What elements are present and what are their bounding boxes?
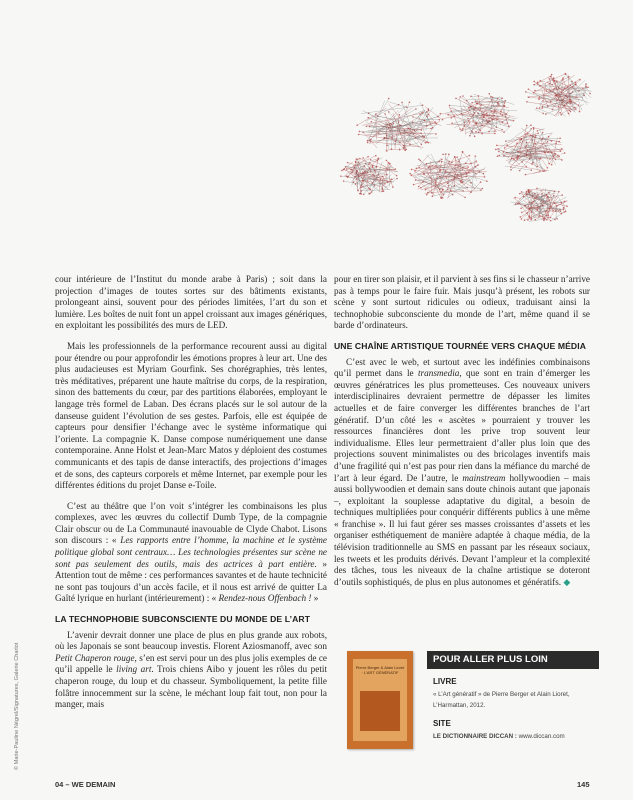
- site-link[interactable]: www.diccan.com: [518, 733, 565, 740]
- box-body: [433, 677, 599, 750]
- section-heading: UNE CHAÎNE ARTISTIQUE TOURNÉE VERS CHAQUE MÉDIA: [334, 340, 587, 351]
- further-reading-box: [347, 651, 597, 756]
- page-number: 145: [577, 780, 590, 789]
- paragraph: Mais les professionnels de la performance recourent aussi au digital pour étendre ou pour approfondir les émotions propres à leur art. Une des plus audacieuses est Myriam Gourfink. Ses chorégraphies, très lentes, très méditatives, préparent une haute maîtrise du corps, de la respiration, sinon des battements du cœur, par des partitions élaborées, employant le langage très formel de Laban. Des écrans placés sur le sol autour de la danseuse guident l’évolution de ses gestes. Parfois, elle est équipée de capteurs pour densifier l’échange avec le système informatique qui l’oriente. La compagnie K. Danse compose numériquement une danse contemporaine. Anne Holst et Jean-Marc Matos y déploient des costumes communicants et des tapis de danse interactifs, des projections d’images et de sons, des capteurs corporels et même Internet, par exemple pour les différentes éditions du projet Danse e-Toile.: [55, 340, 327, 491]
- generative-artwork-image: [330, 55, 630, 230]
- footer-magazine-name: 04 – WE DEMAIN: [55, 780, 116, 789]
- paragraph: C’est avec le web, et surtout avec les indéfinies combinaisons qu’il permet dans le transmedia, que sont en train d’émerger les œuvres génératrices les plus prometteuses. Ces nouveaux univers interdisciplinaires devraient permettre de dépasser les limites actuelles et de faire converger les différentes branches de l’art génératif. D’un côté les « ascètes » pourraient y trouver les ressources financières dont les prive trop souvent leur individualisme. Elles leur permettraient d’aller plus loin que des projections souvent minimalistes ou des bricolages inventifs mais d’une fragilité qui n’est pas pour rien dans la méfiance du marché de l’art à leur égard. De l’autre, le mainstream hollywoodien – mais aussi bollywoodien et demain sans doute chinois autant que japonais –, exploitant la souplesse adaptative du digital, a besoin de techniques multipliées pour conquérir différents publics à une même « franchise ». Il lui faut gérer ses masses croissantes d’assets et les organiser esthétiquement de manière adaptée à chaque média, de la télévision traditionnelle au SMS en passant par les réseaux sociaux, les tweets et les produits dérivés. Devant l’ampleur et la complexité des tâches, tous les niveaux de la chaîne artistique se doteront d’outils sophistiqués, de plus en plus autonomes et génératifs. ◆: [334, 356, 591, 587]
- paragraph: cour intérieure de l’Institut du monde arabe à Paris) ; soit dans la projection d’images de toutes sortes sur des bâtiments existants, prolongeant ainsi, souvent pour des périodes limitées, l’art du son et lumière. Les boîtes de nuit font un appel croissant aux images génériques, en exploitant les possibilités des murs de LED.: [55, 274, 327, 331]
- photo-credit: © Marie-Pauline Négrel/Signatures, Galerie Charlot: [14, 642, 20, 770]
- end-mark-icon: ◆: [563, 576, 571, 587]
- paragraph: pour en tirer son plaisir, et il parvient à ses fins si le chasseur n’arrive pas à temps pour le faire fuir. Mais jusqu’à présent, les robots sur scène y sont surtout ridicules ou odieux, traduisant ainsi la technophobie subconsciente du monde de l’art, même quand il se barde d’ordinateurs.: [334, 274, 590, 331]
- site-label: SITE: [433, 719, 451, 728]
- book-reference: « L’Art génératif » de Pierre Berger et Alain Lioret, L’Harmattan, 2012.: [433, 691, 570, 709]
- box-heading: POUR ALLER PLUS LOIN: [427, 651, 599, 669]
- article-column-1: [55, 274, 327, 720]
- book-cover-title: Pierre Berger & Alain Lioret · L’ART GÉNÉRATIF: [355, 665, 405, 675]
- paragraph: C’est au théâtre que l’on voit s’intégrer les combinaisons les plus complexes, avec les œuvres du collectif Dumb Type, de la compagnie Clair obscur ou de La Communauté inavouable de Clyde Chabot. Lisons son discours : « Les rapports entre l’homme, la machine et le système politique global sont centraux… Les technologies présentes sur scène ne sont pas seulement des outils, mais des actrices à part entière. » Attention tout de même : ces performances savantes et de haute technicité ne sont pas toujours d’un accès facile, et il nous est arrivé de quitter La Gaîté lyrique en hurlant (intérieurement) : « Rendez-nous Offenbach ! »: [55, 500, 328, 604]
- article-column-2: [334, 274, 590, 597]
- book-cover-image: [347, 651, 413, 749]
- section-heading: LA TECHNOPHOBIE SUBCONSCIENTE DU MONDE DE L’ART: [55, 614, 311, 625]
- paragraph: L’avenir devrait donner une place de plus en plus grande aux robots, où les Japonais se sont beaucoup investis. Florent Aziosmanoff, avec son Petit Chaperon rouge, s’en est servi pour un des plus jolis exemples de ce qu’il appelle le living art. Trois chiens Aibo y jouent les rôles du petit chaperon rouge, du loup et du chasseur. Symboliquement, la petite fille folâtre innocemment sur la scène, le méchant loup fait tout, non pour la manger, mais: [55, 629, 327, 710]
- book-label: LIVRE: [433, 677, 457, 686]
- site-reference: LE DICTIONNAIRE DICCAN : www.diccan.com: [433, 733, 565, 740]
